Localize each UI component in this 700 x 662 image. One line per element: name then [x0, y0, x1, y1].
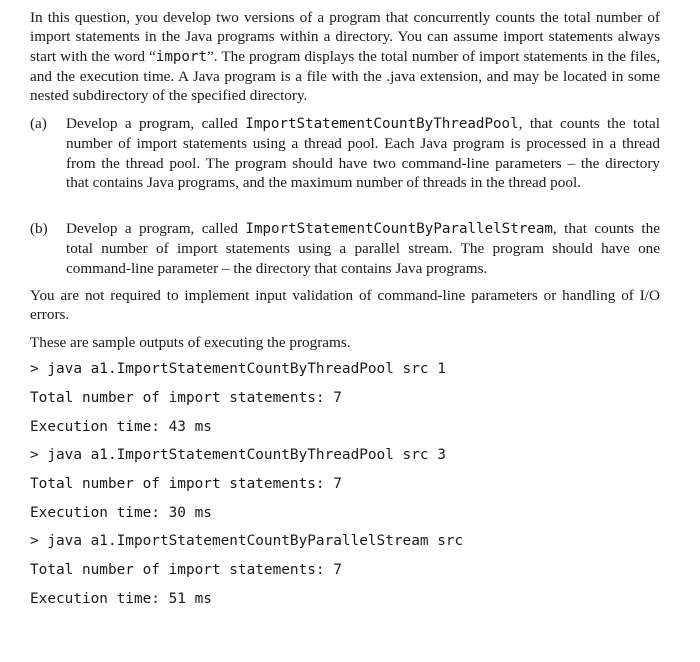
item-b-label: (b)	[30, 220, 48, 237]
parallel-stream-class-name: ImportStatementCountByParallelStream	[245, 221, 553, 237]
sample-command-3: > java a1.ImportStatementCountByParallelStream src	[30, 533, 464, 549]
item-a-after: , that counts the total number of import statements using a thread pool. Each Java program is processed in a thread from the thread pool. The program should have two command-line parameters – the directory that contains Java programs, and the maximum number of threads in the thread pool.	[66, 115, 660, 191]
intro-text-part2: ”. The program displays the total number of import statements in the files, and the execution time. A Java program is a file with the .java extension, and may be located in some nested subdirectory of the specified directory.	[30, 47, 660, 105]
item-b	[30, 219, 660, 278]
item-a-text	[66, 114, 660, 192]
sample-command-2: > java a1.ImportStatementCountByThreadPool src 3	[30, 447, 446, 463]
item-b-after: , that counts the total number of import statements using a parallel stream. The program should have one command-line parameter – the directory that contains Java programs.	[66, 220, 660, 277]
item-a-before: Develop a program, called	[66, 115, 246, 132]
intro-paragraph	[30, 8, 660, 105]
intro-text-part1: In this question, you develop two versions of a program that concurrently counts the total number of import statements in the Java programs within a directory. You can assume import statements always start with the word “	[30, 9, 660, 65]
sample-output-total-3: Total number of import statements: 7	[30, 562, 342, 578]
thread-pool-class-name: ImportStatementCountByThreadPool	[245, 116, 519, 132]
sample-output-time-1: Execution time: 43 ms	[30, 419, 212, 435]
samples-intro: These are sample outputs of executing the programs.	[30, 334, 351, 351]
import-keyword: import	[155, 48, 208, 65]
item-b-text	[66, 219, 660, 278]
sample-output-time-2: Execution time: 30 ms	[30, 505, 212, 521]
item-a	[30, 114, 660, 192]
item-a-label: (a)	[30, 115, 47, 132]
sample-output-total-1: Total number of import statements: 7	[30, 390, 342, 406]
item-b-before: Develop a program, called	[66, 220, 246, 237]
sample-output-total-2: Total number of import statements: 7	[30, 476, 342, 492]
sample-output-time-3: Execution time: 51 ms	[30, 591, 212, 607]
sample-command-1: > java a1.ImportStatementCountByThreadPool src 1	[30, 361, 446, 377]
note-paragraph: You are not required to implement input validation of command-line parameters or handling of I/O errors.	[30, 287, 660, 324]
